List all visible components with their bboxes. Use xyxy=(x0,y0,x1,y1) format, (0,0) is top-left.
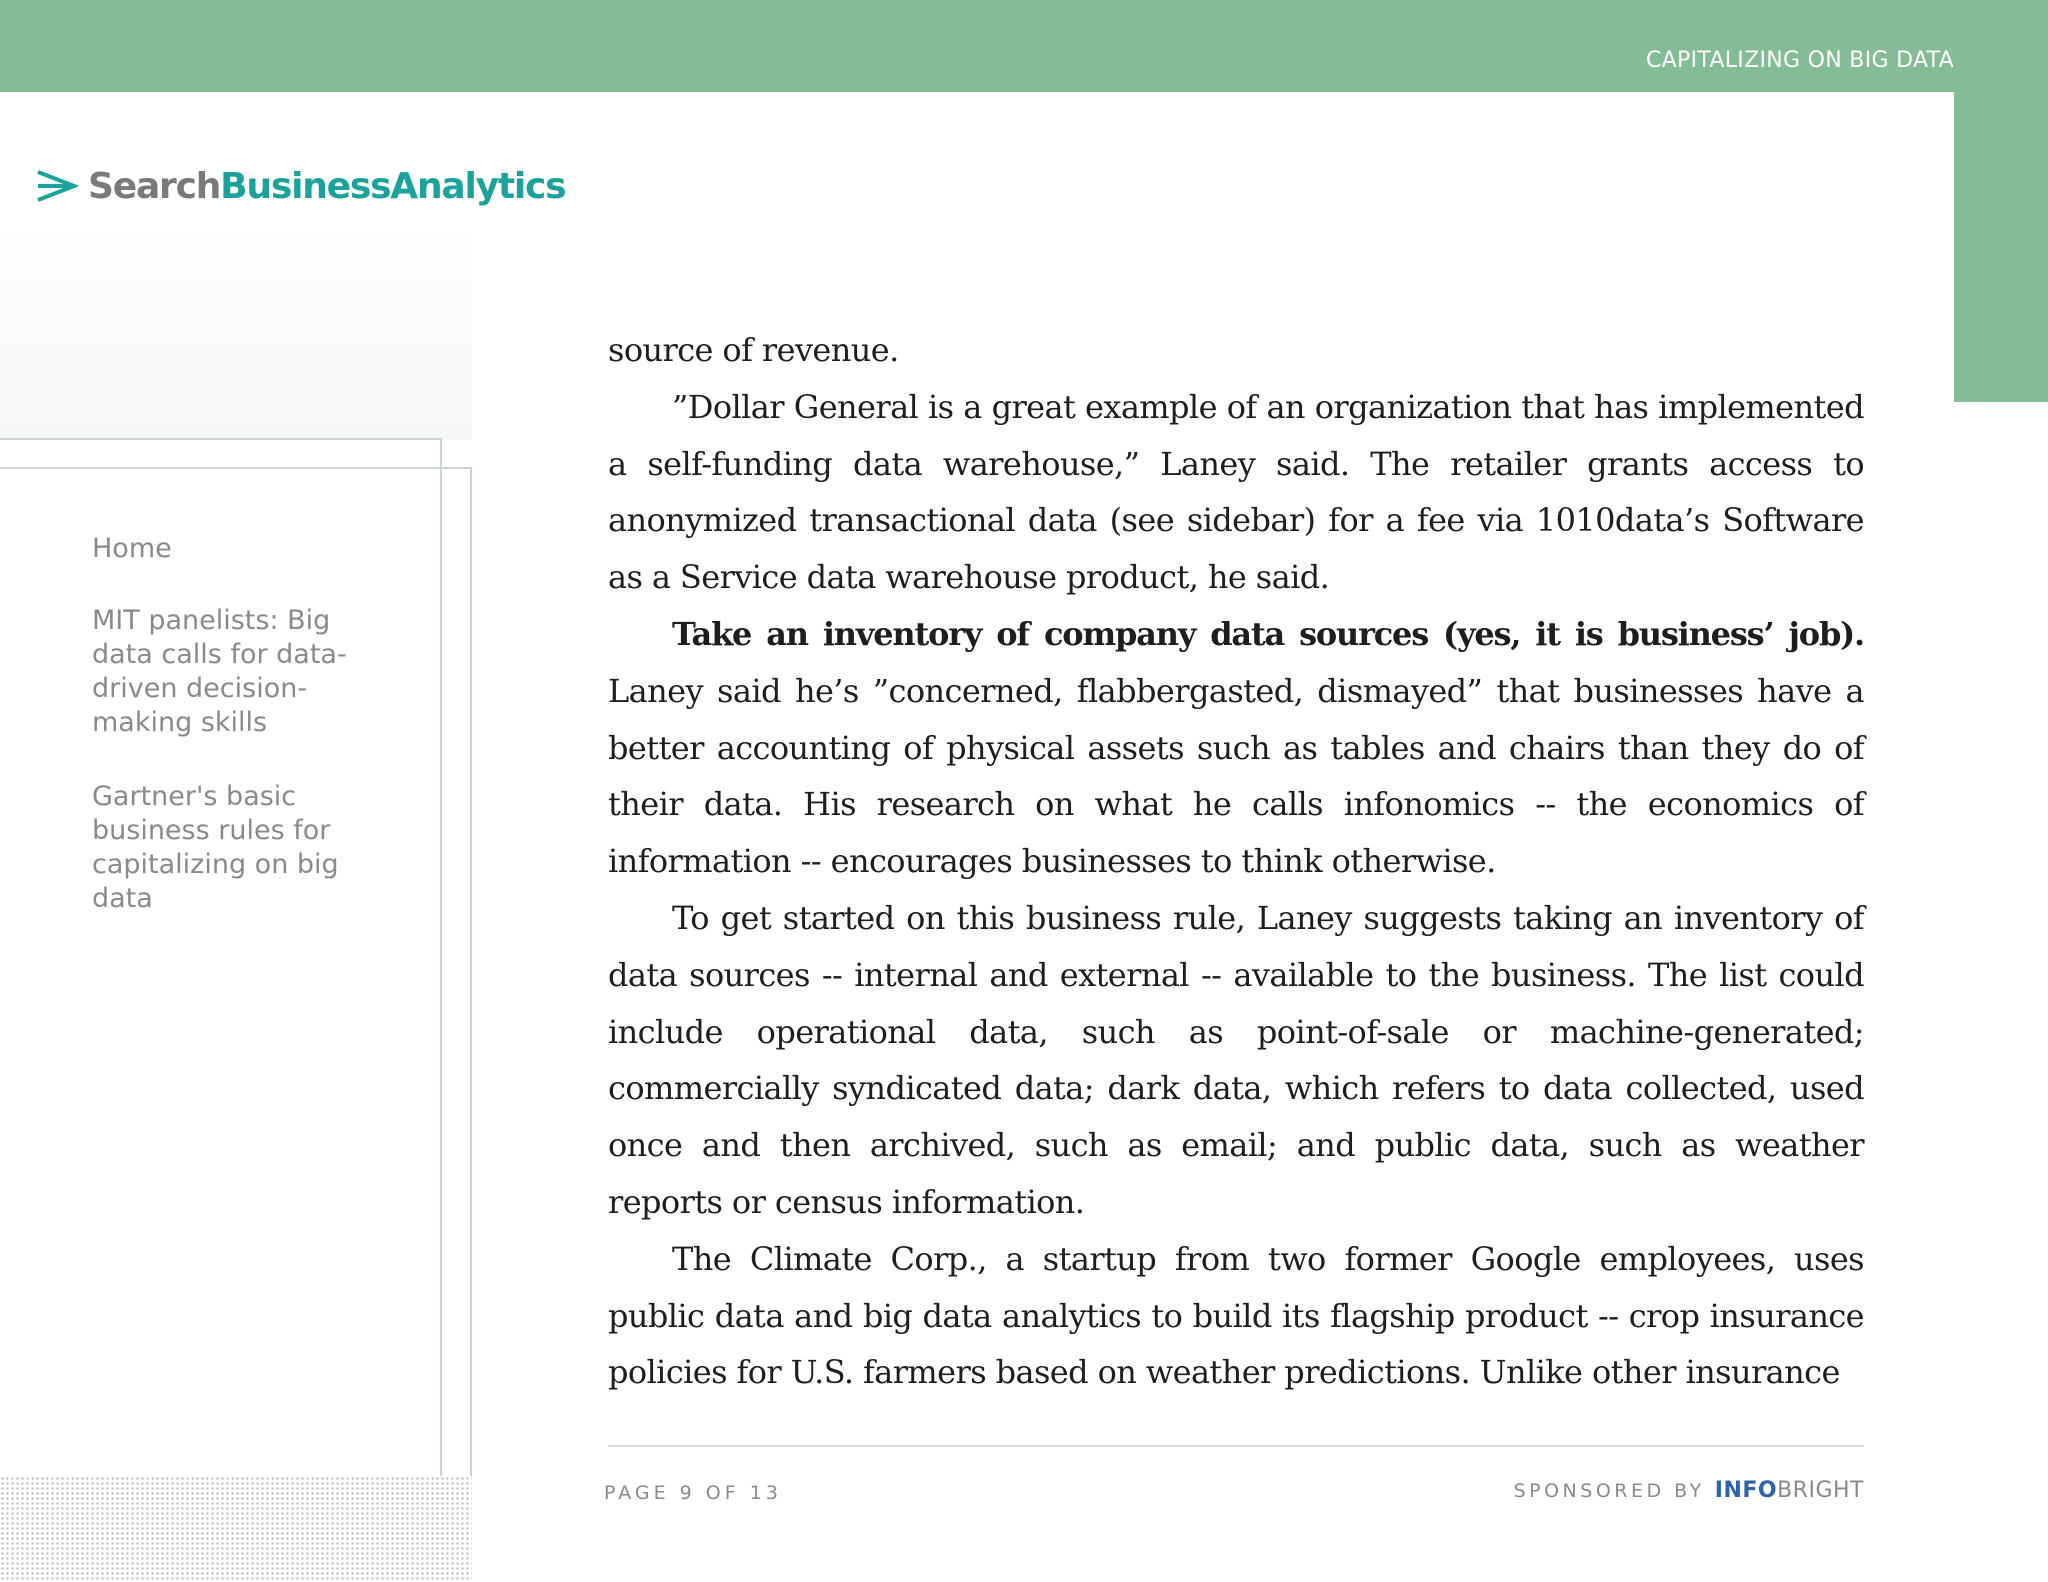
logo-text-brand: BusinessAnalytics xyxy=(220,165,566,207)
frame-line xyxy=(0,438,442,440)
footer-divider xyxy=(608,1445,1864,1447)
paragraph: The Climate Corp., a startup from two former Google employees, uses public data and big data analytics to build its flagship product -- crop insurance policies for U.S. farmers based on weather predictions. Unlike other insurance xyxy=(608,1239,1864,1392)
nav-link-home[interactable]: Home xyxy=(92,533,172,564)
arrow-icon xyxy=(34,169,78,203)
paragraph-text: Laney said he’s ”concerned, flabbergasted, dismayed” that businesses have a better accounting of physical assets such as tables and chairs than they do of their data. His research on what he calls infonomics -- the economics of information -- encourages businesses to think otherwise. xyxy=(608,671,1864,881)
paragraph-lead-in: Take an inventory of company data sources (yes, it is business’ job). xyxy=(672,614,1864,653)
sponsor-logo-part-a: INFO xyxy=(1714,1478,1778,1503)
article-body xyxy=(608,322,1864,1401)
logo-text-search: Search xyxy=(88,165,221,207)
banner-title: CAPITALIZING ON BIG DATA xyxy=(1645,48,1954,73)
sponsor-logo-part-b: BRIGHT xyxy=(1777,1478,1864,1503)
sponsor-credit xyxy=(1514,1478,1864,1503)
page-number: PAGE 9 OF 13 xyxy=(604,1482,782,1504)
top-banner xyxy=(0,0,2048,92)
sidebar-shade xyxy=(0,220,472,440)
nav-link-gartner-rules[interactable]: Gartner's basic business rules for capitalizing on big data xyxy=(92,781,339,914)
dot-pattern xyxy=(0,1476,472,1582)
frame-line xyxy=(470,467,472,1476)
paragraph: ”Dollar General is a great example of an organization that has implemented a self-funding data warehouse,” Laney said. The retailer grants access to anonymized transactional data (see sidebar) for a fee via 1010data’s Software as a Service data warehouse product, he said. xyxy=(608,387,1864,597)
paragraph xyxy=(608,606,1864,890)
side-tab xyxy=(1954,92,2048,402)
nav-link-mit-panelists[interactable]: MIT panelists: Big data calls for data-driven decision-making skills xyxy=(92,605,347,738)
paragraph: source of revenue. xyxy=(608,331,899,369)
frame-line xyxy=(440,438,442,1476)
frame-line xyxy=(0,467,472,469)
site-logo[interactable] xyxy=(34,158,565,214)
sponsored-by-label: SPONSORED BY xyxy=(1513,1480,1705,1502)
sidebar-nav xyxy=(92,532,352,956)
paragraph: To get started on this business rule, Laney suggests taking an inventory of data sources -- internal and external -- available to the business. The list could include operational data, such as point-of-sale or machine-generated; commercially syndicated data; dark data, which refers to data collected, used once and then archived, such as email; and public data, such as weather reports or census information. xyxy=(608,898,1864,1221)
